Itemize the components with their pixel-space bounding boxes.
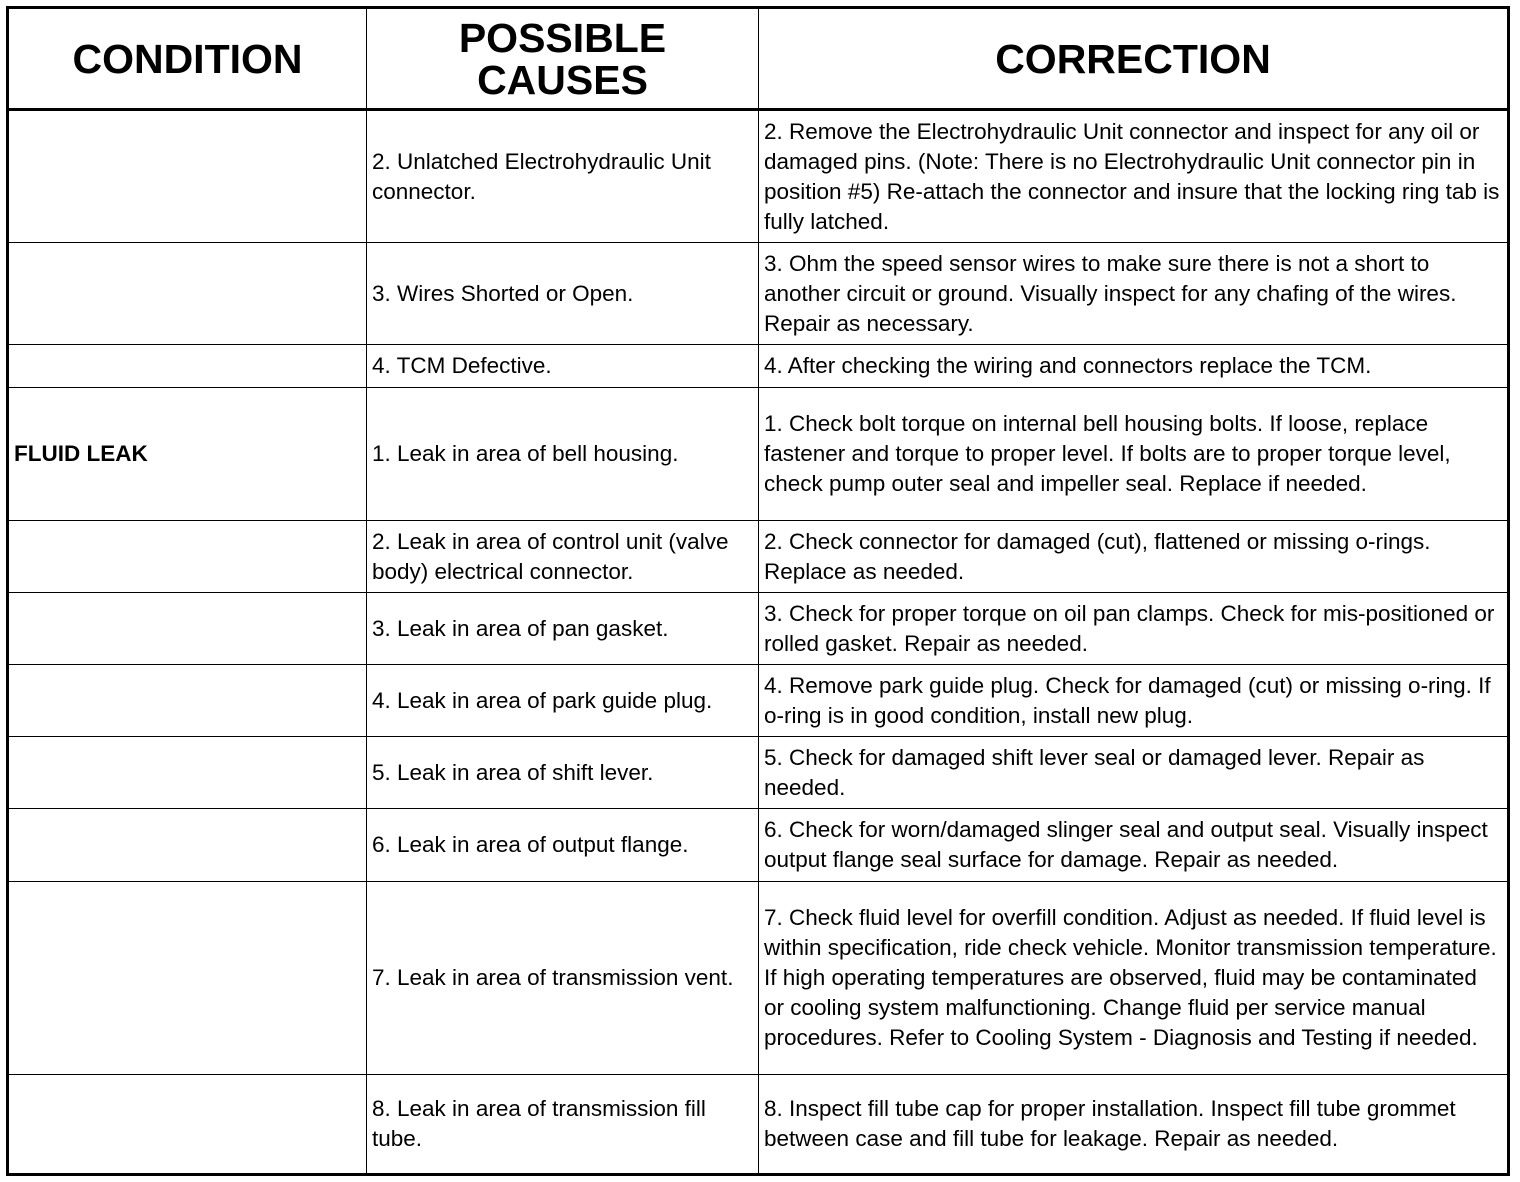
condition-cell <box>8 110 367 243</box>
correction-cell: 3. Check for proper torque on oil pan clamps. Check for mis-positioned or rolled gasket. Repair as needed. <box>759 593 1509 665</box>
diagnosis-table <box>6 6 1510 1176</box>
cause-cell: 8. Leak in area of transmission fill tube. <box>367 1075 759 1175</box>
condition-cell <box>8 665 367 737</box>
cause-cell: 1. Leak in area of bell housing. <box>367 388 759 521</box>
condition-cell <box>8 345 367 388</box>
correction-cell: 7. Check fluid level for overfill condition. Adjust as needed. If fluid level is within specification, ride check vehicle. Monitor transmission temperature. If high operating temperatures are observed, fluid may be contaminated or cooling system malfunctioning. Change fluid per service manual procedures. Refer to Cooling System - Diagnosis and Testing if needed. <box>759 882 1509 1075</box>
header-condition: CONDITION <box>8 8 367 110</box>
header-possible-causes <box>367 8 759 110</box>
table-row <box>8 110 1509 243</box>
table-row <box>8 1075 1509 1175</box>
correction-cell: 4. Remove park guide plug. Check for damaged (cut) or missing o-ring. If o-ring is in good condition, install new plug. <box>759 665 1509 737</box>
table-row <box>8 388 1509 521</box>
header-causes-line1: POSSIBLE <box>458 14 667 61</box>
header-correction: CORRECTION <box>759 8 1509 110</box>
header-row <box>8 8 1509 110</box>
table-row <box>8 809 1509 882</box>
condition-cell <box>8 593 367 665</box>
cause-cell: 7. Leak in area of transmission vent. <box>367 882 759 1075</box>
correction-cell: 2. Check connector for damaged (cut), flattened or missing o-rings. Replace as needed. <box>759 521 1509 593</box>
correction-cell: 5. Check for damaged shift lever seal or damaged lever. Repair as needed. <box>759 737 1509 809</box>
cause-cell: 2. Unlatched Electrohydraulic Unit connector. <box>367 110 759 243</box>
cause-cell: 6. Leak in area of output flange. <box>367 809 759 882</box>
header-causes-line2: CAUSES <box>477 56 648 103</box>
table-row <box>8 665 1509 737</box>
correction-cell: 4. After checking the wiring and connectors replace the TCM. <box>759 345 1509 388</box>
condition-cell <box>8 882 367 1075</box>
correction-cell: 2. Remove the Electrohydraulic Unit connector and inspect for any oil or damaged pins. (Note: There is no Electrohydraulic Unit connector pin in position #5) Re-attach the connector and insure that the locking ring tab is fully latched. <box>759 110 1509 243</box>
table-row <box>8 737 1509 809</box>
table-row <box>8 593 1509 665</box>
correction-cell: 8. Inspect fill tube cap for proper installation. Inspect fill tube grommet between case and fill tube for leakage. Repair as needed. <box>759 1075 1509 1175</box>
condition-cell <box>8 243 367 345</box>
table-row <box>8 243 1509 345</box>
correction-cell: 1. Check bolt torque on internal bell housing bolts. If loose, replace fastener and torque to proper level. If bolts are to proper torque level, check pump outer seal and impeller seal. Replace if needed. <box>759 388 1509 521</box>
cause-cell: 4. TCM Defective. <box>367 345 759 388</box>
condition-cell <box>8 737 367 809</box>
correction-cell: 3. Ohm the speed sensor wires to make sure there is not a short to another circuit or ground. Visually inspect for any chafing of the wires. Repair as necessary. <box>759 243 1509 345</box>
table-row <box>8 521 1509 593</box>
condition-cell: FLUID LEAK <box>8 388 367 521</box>
table-row <box>8 882 1509 1075</box>
condition-cell <box>8 521 367 593</box>
cause-cell: 5. Leak in area of shift lever. <box>367 737 759 809</box>
table-row <box>8 345 1509 388</box>
condition-cell <box>8 809 367 882</box>
condition-cell <box>8 1075 367 1175</box>
cause-cell: 3. Leak in area of pan gasket. <box>367 593 759 665</box>
cause-cell: 3. Wires Shorted or Open. <box>367 243 759 345</box>
correction-cell: 6. Check for worn/damaged slinger seal and output seal. Visually inspect output flange seal surface for damage. Repair as needed. <box>759 809 1509 882</box>
cause-cell: 4. Leak in area of park guide plug. <box>367 665 759 737</box>
cause-cell: 2. Leak in area of control unit (valve body) electrical connector. <box>367 521 759 593</box>
